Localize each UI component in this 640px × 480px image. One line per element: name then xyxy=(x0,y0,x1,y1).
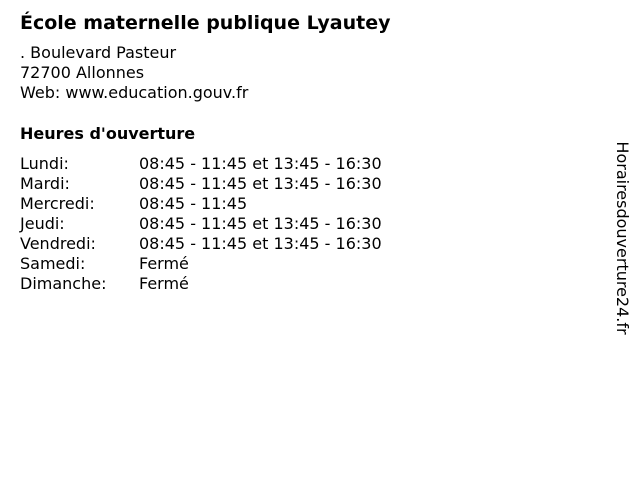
day-label: Lundi: xyxy=(20,154,69,173)
hours-value: Fermé xyxy=(139,274,189,293)
hours-value: 08:45 - 11:45 et 13:45 - 16:30 xyxy=(139,174,382,193)
street-address: . Boulevard Pasteur xyxy=(20,43,177,62)
day-label: Vendredi: xyxy=(20,234,96,253)
hours-value: 08:45 - 11:45 xyxy=(139,194,248,213)
hours-value: 08:45 - 11:45 et 13:45 - 16:30 xyxy=(139,234,382,253)
hours-row-wednesday xyxy=(20,194,480,214)
opening-hours-table xyxy=(20,154,480,294)
hours-value: 08:45 - 11:45 et 13:45 - 16:30 xyxy=(139,214,382,233)
city-postal-code: 72700 Allonnes xyxy=(20,63,145,82)
day-label: Samedi: xyxy=(20,254,86,273)
website: Web: www.education.gouv.fr xyxy=(20,83,249,102)
site-watermark: Horairesdouverture24.fr xyxy=(613,141,632,335)
page-title: École maternelle publique Lyautey xyxy=(20,12,391,34)
day-label: Mercredi: xyxy=(20,194,95,213)
hours-value: Fermé xyxy=(139,254,189,273)
hours-row-tuesday xyxy=(20,174,480,194)
opening-hours-heading: Heures d'ouverture xyxy=(20,124,196,143)
hours-value: 08:45 - 11:45 et 13:45 - 16:30 xyxy=(139,154,382,173)
hours-row-monday xyxy=(20,154,480,174)
day-label: Dimanche: xyxy=(20,274,107,293)
hours-row-saturday xyxy=(20,254,480,274)
day-label: Jeudi: xyxy=(20,214,65,233)
hours-row-sunday xyxy=(20,274,480,294)
address-block xyxy=(20,43,248,103)
hours-row-friday xyxy=(20,234,480,254)
hours-row-thursday xyxy=(20,214,480,234)
day-label: Mardi: xyxy=(20,174,70,193)
